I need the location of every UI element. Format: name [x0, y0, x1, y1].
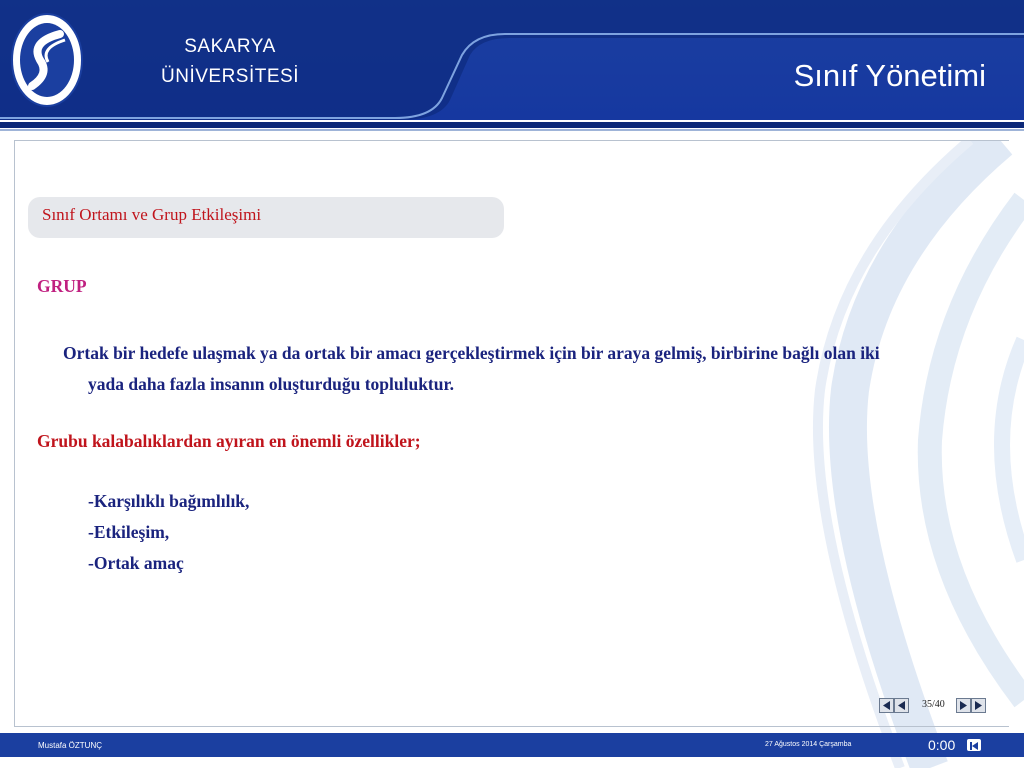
definition-paragraph — [63, 338, 973, 400]
footer-author: Mustafa ÖZTUNÇ — [38, 741, 103, 750]
section-title: Sınıf Ortamı ve Grup Etkileşimi — [42, 205, 262, 224]
prev-icon[interactable] — [894, 698, 909, 713]
definition-line1: Ortak bir hedefe ulaşmak ya da ortak bir amacı gerçekleştirmek için bir araya gelmiş, birbirine bağlı olan iki — [63, 343, 880, 363]
footer-time: 0:00 — [928, 737, 956, 753]
first-icon[interactable] — [879, 698, 894, 713]
slide-navigation — [879, 698, 989, 716]
page-number: 35/40 — [922, 699, 945, 710]
home-icon[interactable] — [967, 739, 981, 751]
slide-header — [0, 0, 1024, 135]
university-name-line1: SAKARYA — [184, 36, 276, 57]
university-logo — [10, 12, 84, 108]
next-icon[interactable] — [956, 698, 971, 713]
features-heading: Grubu kalabalıklardan ayıran en önemli özellikler; — [37, 431, 421, 451]
feature-item: -Karşılıklı bağımlılık, — [88, 491, 250, 511]
university-name-line2: ÜNİVERSİTESİ — [161, 66, 299, 87]
feature-item: -Etkileşim, — [88, 522, 170, 542]
last-icon[interactable] — [971, 698, 986, 713]
feature-item: -Ortak amaç — [88, 553, 184, 573]
definition-line2: yada daha fazla insanın oluşturduğu topluluktur. — [88, 374, 455, 394]
section-title-bar — [28, 197, 504, 238]
heading-grup: GRUP — [37, 276, 87, 296]
footer-date: 27 Ağustos 2014 Çarşamba — [765, 741, 852, 748]
slide-footer — [0, 733, 1024, 757]
slide-title: Sınıf Yönetimi — [793, 58, 986, 93]
